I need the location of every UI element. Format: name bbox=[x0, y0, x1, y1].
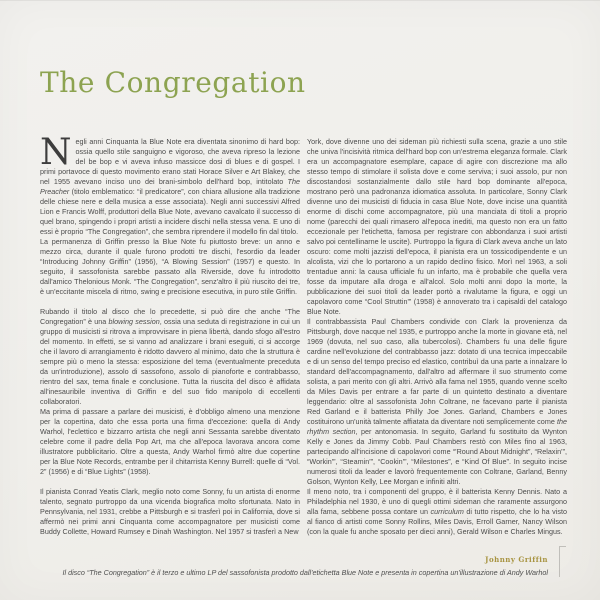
column-right bbox=[307, 137, 567, 577]
drop-cap: N bbox=[40, 137, 72, 173]
text-columns bbox=[40, 137, 567, 577]
page-title: The Congregation bbox=[40, 66, 306, 99]
paragraph: York, dove divenne uno dei sideman più richiesti sulla scena, grazie a uno stile che univa l'incisività ritmica dell'hard bop con un'estrema eleganza formale. Clark era un accompagnatore esemplare, capace di agire con discrezione ma allo stesso tempo di stimolare il solista dove e come serviva; i suoi assolo, pur non discostandosi sostanzialmente dallo stile hard bop dominante all'epoca, mostrano però una padronanza idiomatica assoluta. In particolare, Sonny Clark divenne uno dei musicisti di fiducia in casa Blue Note, dove incise una quantità enorme di dischi come accompagnatore, più una manciata di titoli a proprio nome (parecchi dei quali rimasero all'epoca inediti, ma questo non era un fatto eccezionale per l'etichetta, famosa per registrare con abbondanza i suoi artisti salvo poi centellinarne le uscite). Purtroppo la figura di Clark aveva anche un lato oscuro: come molti jazzisti dell'epoca, il pianista era un tossicodipendente e un alcolista, vizi che lo portarono a un rapido declino fisico. Morì nel 1963, a soli trentadue anni: la causa ufficiale fu un infarto, ma è probabile che quella vera fosse da imputare alla droga e all'alcol. Solo molti anni dopo la morte, la pubblicazione dei suoi titoli da leader portò a rivalutarne la figura, e oggi un capolavoro come “Cool Struttin'” (1958) è annoverato tra i capisaldi del catalogo Blue Note. bbox=[307, 137, 567, 316]
paragraph: Ma prima di passare a parlare dei musicisti, è d'obbligo almeno una menzione per la copertina, dato che essa porta una firma d'eccezione: quella di Andy Warhol, l'eclettico e bizzarro artista che negli anni Sessanta sarebbe diventato celebre come il padre della Pop Art, ma che all'epoca lavorava ancora come illustratore pubblicitario. Oltre a questa, Andy Warhol firmò altre due copertine per la Blue Note Records, entrambe per il chitarrista Kenny Burrell: quelle di “Vol. 2” (1956) e di “Blue Lights” (1958). bbox=[40, 407, 300, 476]
crop-mark-icon bbox=[559, 546, 566, 577]
paragraph: Il pianista Conrad Yeatis Clark, meglio noto come Sonny, fu un artista di enorme talento, segnato purtroppo da una vicenda biografica molto sfortunata. Nato in Pennsylvania, nel 1931, crebbe a Pittsburgh e si trasferì poi in California, dove si affermò nei primi anni Cinquanta come accompagnatore per musicisti come Buddy Collette, Howard Rumsey e Dinah Washington. Nel 1957 si trasferì a New bbox=[40, 487, 300, 536]
paragraph: La permanenza di Griffin presso la Blue Note fu piuttosto breve: un anno e mezzo circa, durante il quale furono prodotti tre dischi, l'esordio da leader “Introducing Johnny Griffin” (1956), “A Blowing Session” (1957) e questo. In seguito, il sassofonista sarebbe passato alla Riverside, dove fu introdotto dall'amico Thelonious Monk. “The Congregation”, senz'altro il più riuscito dei tre, è un'eccitante miscela di ritmo, swing e precisione esecutiva, in puro stile Griffin. bbox=[40, 237, 300, 296]
paragraph: Negli anni Cinquanta la Blue Note era diventata sinonimo di hard bop: ossia quello stile sanguigno e vigoroso, che aveva ripreso la lezione del be bop e vi aveva infuso massicce dosi di blues e di gospel. I primi portavoce di questo movimento erano stati Horace Silver e Art Blakey, che nel 1955 avevano inciso uno dei brani-simbolo dell'hard bop, intitolato The Preacher (titolo emblematico: “il predicatore”, con chiara allusione alla tradizione delle chiese nere e della musica a esse associata). Negli anni successivi Alfred Lion e Francis Wolff, produttori della Blue Note, avevano cavalcato il successo di quel brano, spingendo i propri artisti a incidere dischi nella stessa vena. E uno di essi è proprio “The Congregation”, che sembra riprendere il modello fin dal titolo. bbox=[40, 137, 300, 236]
paragraph: Il meno noto, tra i componenti del gruppo, è il batterista Kenny Dennis. Nato a Philadelphia nel 1930, è uno di quegli ottimi sideman che raramente assurgono alla fama, sebbene possa contare un curriculum di tutto rispetto, che lo ha visto al fianco di artisti come Sonny Rollins, Miles Davis, Erroll Garner, Nancy Wilson (con la quale fu anche sposato per dieci anni), Gerald Wilson e Charles Mingus. bbox=[307, 487, 567, 536]
paragraph: Il contrabbassista Paul Chambers condivide con Clark la provenienza da Pittsburgh, dove nacque nel 1935, e purtroppo anche la morte in giovane età, nel 1969 (dovuta, nel suo caso, alla tubercolosi). Chambers fu una delle figure cardine nell'evoluzione del contrabbasso jazz: dotato di una tecnica impeccabile e di un senso del tempo preciso ed elastico, contribuì da una parte a innalzare lo standard dell'accompagnamento, dall'altro ad affermare il suo strumento come solista, a pari merito con gli altri. Arrivò alla fama nel 1955, quando venne scelto da Miles Davis per entrare a far parte di un quintetto destinato a diventare leggendario: oltre al sassofonista John Coltrane, ne facevano parte il pianista Red Garland e il batterista Philly Joe Jones. Garland, Chambers e Jones costituirono un'unità talmente affiatata da diventare noti semplicemente come the rhythm section, per antonomasia. In seguito, Garland fu sostituito da Wynton Kelly e Jones da Jimmy Cobb. Paul Chambers restò con Miles fino al 1963, partecipando all'incisione di capolavori come “'Round About Midnight”, “Relaxin'”, “Workin'”, “Steamin'”, “Cookin'”, “Milestones”, e “Kind Of Blue”. In seguito incise numerosi titoli da leader e lavorò frequentemente con Coltrane, Garland, Benny Golson, Wynton Kelly, Lee Morgan e infiniti altri. bbox=[307, 317, 567, 486]
column-left bbox=[40, 137, 300, 577]
footer-caption: Il disco “The Congregation” è il terzo e ultimo LP del sassofonista prodotto dall'etichetta Blue Note e presenta in copertina un'illustrazione di Andy Warhol bbox=[62, 568, 548, 577]
paragraph: Rubando il titolo al disco che lo precedette, si può dire che anche “The Congregation” è una blowing session, ossia una seduta di registrazione in cui un gruppo di musicisti si ritrova a improvvisare in piena libertà, dando sfogo all'estro del momento. In effetti, se si vanno ad analizzare i brani eseguiti, ci si accorge che il lavoro di arrangiamento è ridotto davvero al minimo, dato che la struttura è sempre più o meno la stessa: esposizione del tema (eventualmente preceduta da un'introduzione), assolo di sassofono, assolo di pianoforte e contrabbasso, rientro del sax, tema finale e conclusione. Tutta la riuscita del disco è affidata all'inesauribile inventiva di Griffin e del suo fido manipolo di eccellenti collaboratori. bbox=[40, 307, 300, 406]
author-signature: Johnny Griffin bbox=[485, 555, 548, 564]
